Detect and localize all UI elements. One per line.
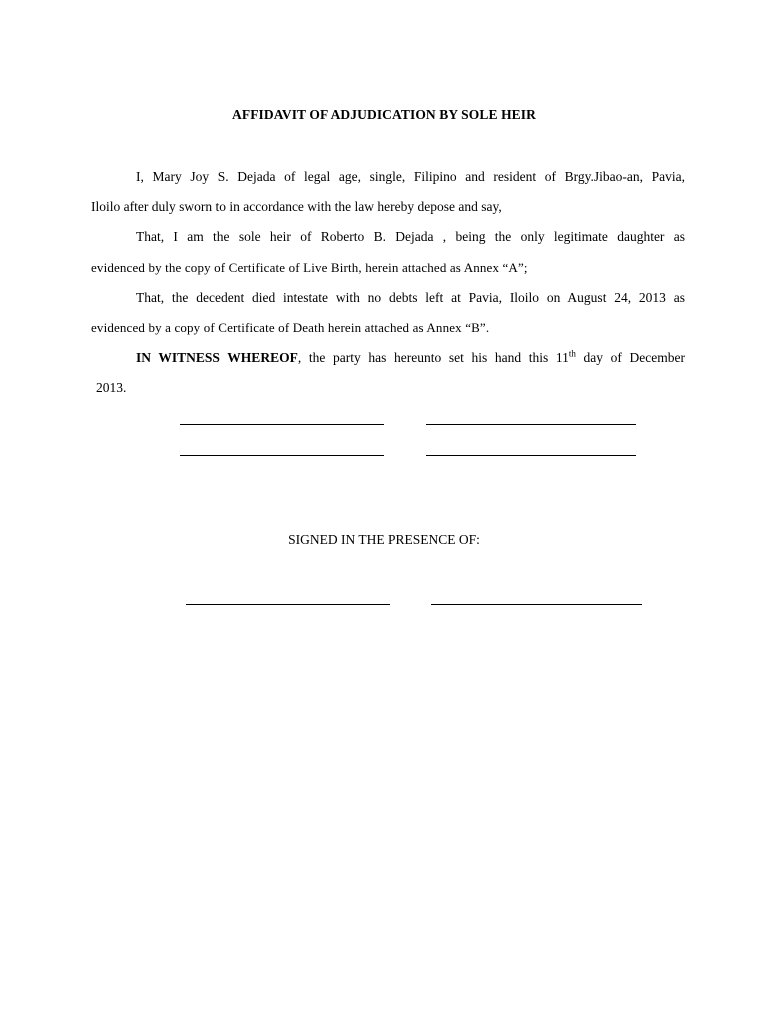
witness-bold-lead: IN WITNESS WHEREOF	[136, 350, 298, 365]
signature-line-4	[426, 455, 636, 456]
witness-text: , the party has hereunto set his hand this 11	[297, 350, 569, 365]
signature-line-1	[180, 424, 384, 425]
para3-line2: evidenced by a copy of Certificate of Death herein attached as Annex “B”.	[91, 320, 490, 335]
para3-line1: That, the decedent died intestate with no debts left at Pavia, Iloilo on August 24, 2013 as	[136, 290, 685, 305]
para1-line2: Iloilo after duly sworn to in accordance with the law hereby depose and say,	[91, 199, 502, 214]
signed-in-presence-heading: SIGNED IN THE PRESENCE OF:	[288, 532, 480, 547]
witness-signature-line-2	[431, 604, 642, 605]
signature-line-3	[180, 455, 384, 456]
para1-line1: I, Mary Joy S. Dejada of legal age, single, Filipino and resident of Brgy.Jibao-an, Pavia,	[136, 169, 685, 184]
para2-line1: That, I am the sole heir of Roberto B. Dejada , being the only legitimate daughter as	[136, 229, 685, 244]
witness-signature-line-1	[186, 604, 390, 605]
para2-line2: evidenced by the copy of Certificate of Live Birth, herein attached as Annex “A”;	[91, 260, 528, 275]
day-ordinal-suffix: th	[568, 348, 576, 359]
signature-line-2	[426, 424, 636, 425]
para4-line2: 2013.	[96, 380, 127, 395]
witness-month: day of December	[575, 350, 685, 365]
para4-line1	[136, 350, 685, 366]
document-title: AFFIDAVIT OF ADJUDICATION BY SOLE HEIR	[232, 107, 536, 122]
